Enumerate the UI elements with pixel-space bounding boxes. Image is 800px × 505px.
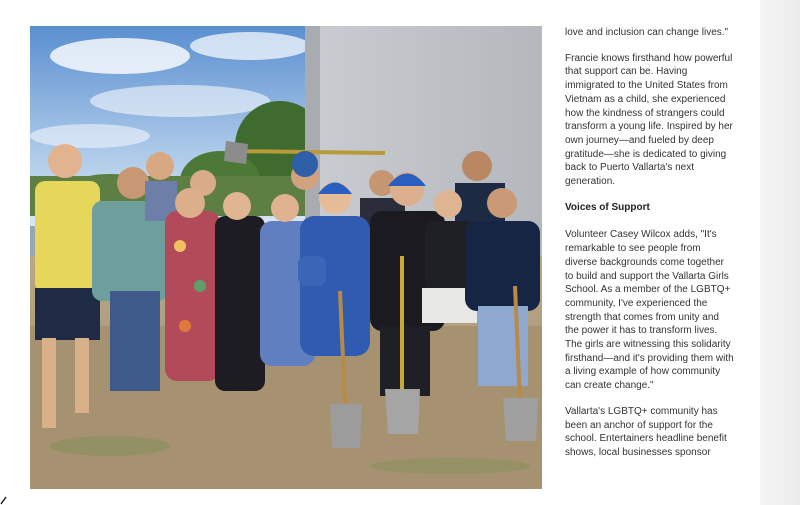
article-paragraph-francie: Francie knows firsthand how powerful that support can be. Having immigrated to the United States from Vietnam as a child, she experienced how the kindness of strangers could transform a young life. Inspired by her own journey—and fueled by deep gratitude—she is dedicated to giving back to Puerto Vallarta's next generation. (565, 52, 733, 188)
section-heading-voices-of-support: Voices of Support (565, 201, 650, 213)
article-paragraph-lgbtq-community: Vallarta's LGBTQ+ community has been an anchor of support for the school. Entertainers headline benefit shows, local businesses sponsor (565, 405, 727, 458)
page-right-gutter (760, 0, 800, 505)
article-text-column (565, 26, 735, 472)
groundbreaking-group-photo (30, 26, 542, 489)
group-photo-icon (30, 26, 542, 489)
article-paragraph-quote-end: love and inclusion can change lives." (565, 27, 729, 38)
mouse-pointer-icon (0, 496, 8, 505)
article-paragraph-casey-quote: Volunteer Casey Wilcox adds, "It's remarkable to see people from diverse backgrounds come together to build and support the Vallarta Girls School. As a member of the LGBTQ+ community, I've experienced the strength that comes from unity and the power it has to transform lives. The girls are witnessing this solidarity firsthand—and it's providing them with a living example of how community can create change." (565, 229, 734, 392)
